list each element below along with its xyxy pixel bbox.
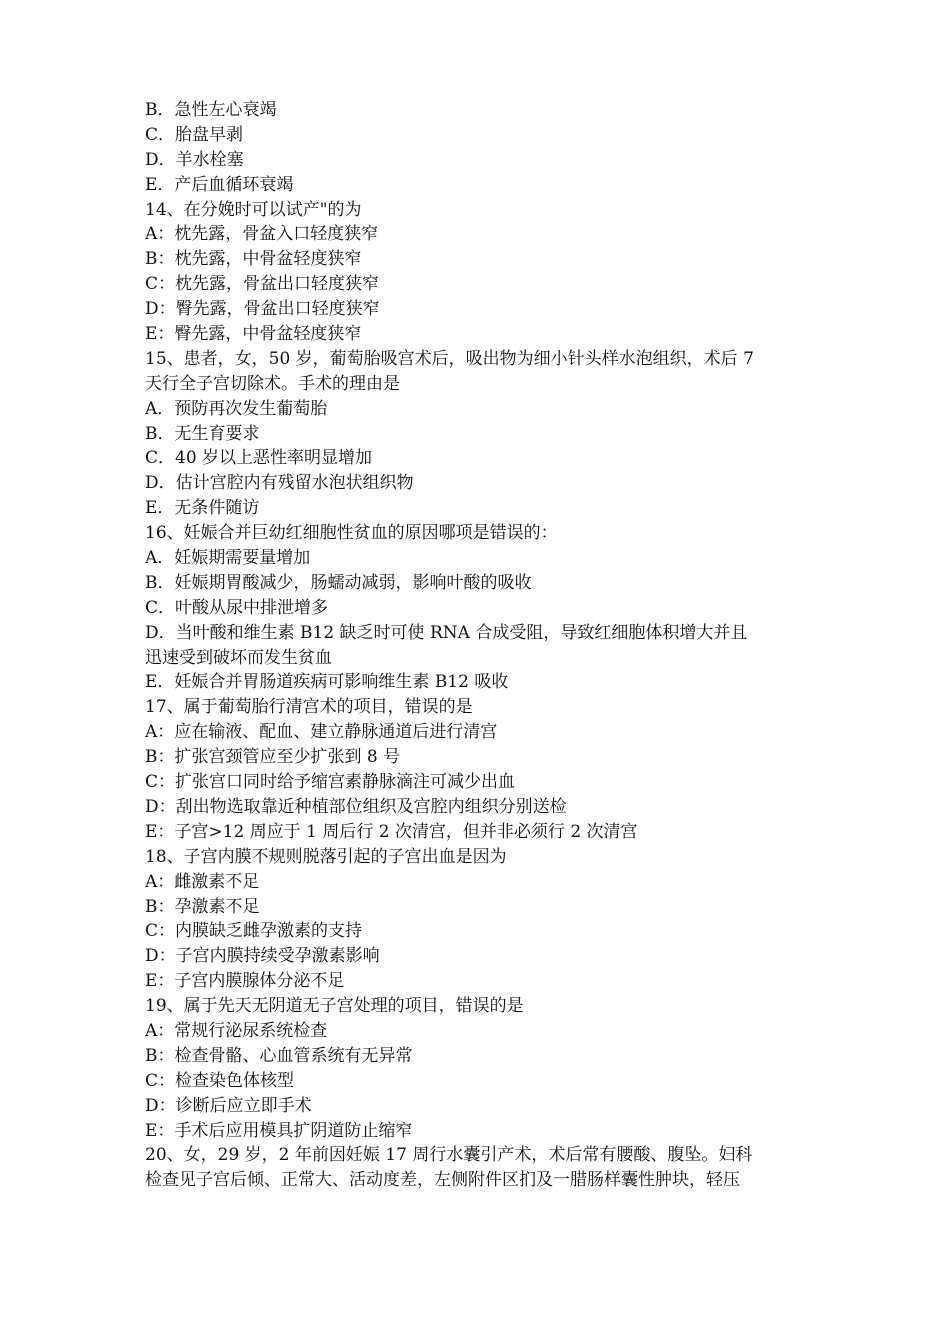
text-line: E：臀先露，中骨盆轻度狭窄 [145,324,362,345]
text-line: A：应在输液、配血、建立静脉通道后进行清宫 [145,722,498,743]
text-line: C：内膜缺乏雌孕激素的支持 [145,921,363,942]
text-line: B：扩张宫颈管应至少扩张到 8 号 [145,747,401,768]
text-line: A．妊娠期需要量增加 [145,548,311,569]
text-line: C：扩张宫口同时给予缩宫素静脉滴注可减少出血 [145,772,516,793]
text-line: B：孕激素不足 [145,896,260,917]
text-line: E：子宫内膜腺体分泌不足 [145,971,345,992]
text-line: B．无生育要求 [145,423,260,444]
text-line: D：诊断后应立即手术 [145,1095,312,1116]
text-line: E．产后血循环衰竭 [145,174,294,195]
text-line: D：臀先露，骨盆出口轻度狭窄 [145,299,380,320]
text-line: B：枕先露，中骨盆轻度狭窄 [145,249,362,270]
text-line: D：刮出物选取靠近种植部位组织及宫腔内组织分别送检 [145,796,567,817]
text-line: A：雌激素不足 [145,871,260,892]
text-line: 15、患者，女，50 岁，葡萄胎吸宫术后，吸出物为细小针头样水泡组织，术后 7 [145,348,754,369]
text-line: E：子宫>12 周应于 1 周后行 2 次清宫，但并非必须行 2 次清宫 [145,821,638,842]
text-line: 17、属于葡萄胎行清宫术的项目，错误的是 [145,697,473,718]
text-line: 16、妊娠合并巨幼红细胞性贫血的原因哪项是错误的： [145,523,558,544]
text-line: A：常规行泌尿系统检查 [145,1020,328,1041]
text-line: A：枕先露，骨盆入口轻度狭窄 [145,224,379,245]
text-line: E．妊娠合并胃肠道疾病可影响维生素 B12 吸收 [145,672,509,693]
text-line: B．妊娠期胃酸减少，肠蠕动减弱，影响叶酸的吸收 [145,572,532,593]
text-line: B．急性左心衰竭 [145,100,277,120]
text-line: C．叶酸从尿中排泄增多 [145,597,329,618]
text-line: 检查见子宫后倾、正常大、活动度差，左侧附件区扪及一腊肠样囊性肿块，轻压 [145,1170,740,1191]
text-line: D：子宫内膜持续受孕激素影响 [145,946,380,967]
document-body [145,98,815,1193]
text-line: D．羊水栓塞 [145,149,244,170]
text-line: C．40 岁以上恶性率明显增加 [145,448,373,469]
text-line: 19、属于先天无阴道无子宫处理的项目，错误的是 [145,996,524,1017]
text-line: 18、子宫内膜不规则脱落引起的子宫出血是因为 [145,846,507,867]
text-line: E．无条件随访 [145,498,260,519]
text-line: B：检查骨骼、心血管系统有无异常 [145,1045,413,1066]
text-line: C：检查染色体核型 [145,1070,295,1091]
text-line: C．胎盘早剥 [145,124,244,145]
text-line: A．预防再次发生葡萄胎 [145,398,328,419]
text-line: 20、女，29 岁，2 年前因妊娠 17 周行水囊引产术，术后常有腰酸、腹坠。妇科 [145,1145,753,1166]
text-line: D．当叶酸和维生素 B12 缺乏时可使 RNA 合成受阻，导致红细胞体积增大并且 [145,622,748,643]
text-line: E：手术后应用模具扩阴道防止缩窄 [145,1120,413,1141]
text-line: 迅速受到破坏而发生贫血 [145,647,332,668]
text-line: C：枕先露，骨盆出口轻度狭窄 [145,274,380,295]
text-line: 天行全子宫切除术。手术的理由是 [145,373,400,394]
text-line: D．估计宫腔内有残留水泡状组织物 [145,473,414,494]
text-line: 14、在分娩时可以试产"的为 [145,199,362,220]
